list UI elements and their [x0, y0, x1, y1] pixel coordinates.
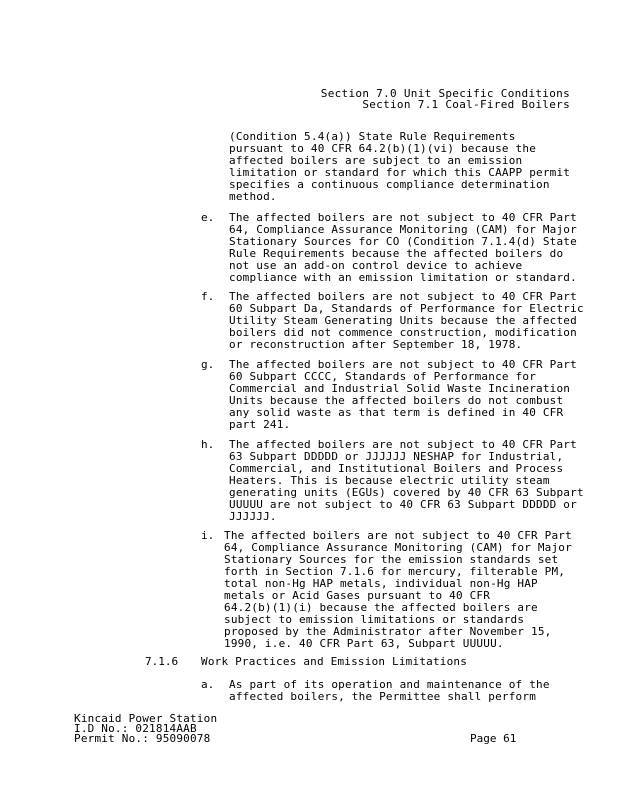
item-e-text: The affected boilers are not subject to 40 CFR Part 64, Compliance Assurance Monitoring (CAM) for Major Stationary Sources for CO (Condition 7.1.4(d) State Rule Requirements because the affected boilers do not use an add-on control device to achieve compliance with an emission limitation or standard. — [229, 211, 577, 284]
section-header: Section 7.0 Unit Specific Conditions — [320, 87, 570, 100]
section-title: Work Practices and Emission Limitations — [201, 655, 468, 668]
item-f-text: The affected boilers are not subject to 40 CFR Part 60 Subpart Da, Standards of Performance for Electric Utility Steam Generating Units because the affected boilers did not commence construction, modification or reconstruction after September 18, 1978. — [229, 290, 584, 351]
item-g-label: g. — [201, 358, 215, 371]
page-number: Page 61 — [470, 732, 517, 745]
footer-permit: Permit No.: 95090078 — [74, 732, 211, 745]
item-f-label: f. — [201, 290, 215, 303]
sub-item-a-text: As part of its operation and maintenance of the affected boilers, the Permittee shall perform — [229, 678, 550, 703]
item-h-label: h. — [201, 438, 215, 451]
continuation-paragraph: (Condition 5.4(a)) State Rule Requirements pursuant to 40 CFR 64.2(b)(1)(vi) because the affected boilers are subject to an emission limitation or standard for which this CAAPP permit specifies a continuous compliance determination method. — [229, 130, 571, 203]
item-i-label: i. — [201, 529, 215, 542]
footer-id: I.D No.: 021814AAB — [74, 722, 197, 735]
subsection-header: Section 7.1 Coal-Fired Boilers — [362, 98, 570, 111]
footer-station: Kincaid Power Station — [74, 712, 218, 725]
item-g-text: The affected boilers are not subject to 40 CFR Part 60 Subpart CCCC, Standards of Performance for Commercial and Industrial Solid Waste Incineration Units because the affected boilers do not combust any solid waste as that term is defined in 40 CFR part 241. — [229, 358, 577, 431]
item-i-text: The affected boilers are not subject to 40 CFR Part 64, Compliance Assurance Monitoring (CAM) for Major Stationary Sources for the emission standards set forth in Section 7.1.6 for mercury, filterable PM, total non-Hg HAP metals, individual non-Hg HAP metals or Acid Gases pursuant to 40 CFR 64.2(b)(1)(i) because the affected boilers are subject to emission limitations or standards proposed by the Administrator after November 15, 1990, i.e. 40 CFR Part 63, Subpart UUUUU. — [224, 529, 572, 650]
sub-item-a-label: a. — [201, 678, 215, 691]
item-e-label: e. — [201, 211, 215, 224]
item-h-text: The affected boilers are not subject to 40 CFR Part 63 Subpart DDDDD or JJJJJJ NESHAP for Industrial, Commercial, and Institutional Boilers and Process Heaters. This is because electric utility steam generating units (EGUs) covered by 40 CFR 63 Subpart UUUUU are not subject to 40 CFR 63 Subpart DDDDD or JJJJJJ. — [229, 438, 584, 523]
section-number: 7.1.6 — [145, 655, 179, 668]
